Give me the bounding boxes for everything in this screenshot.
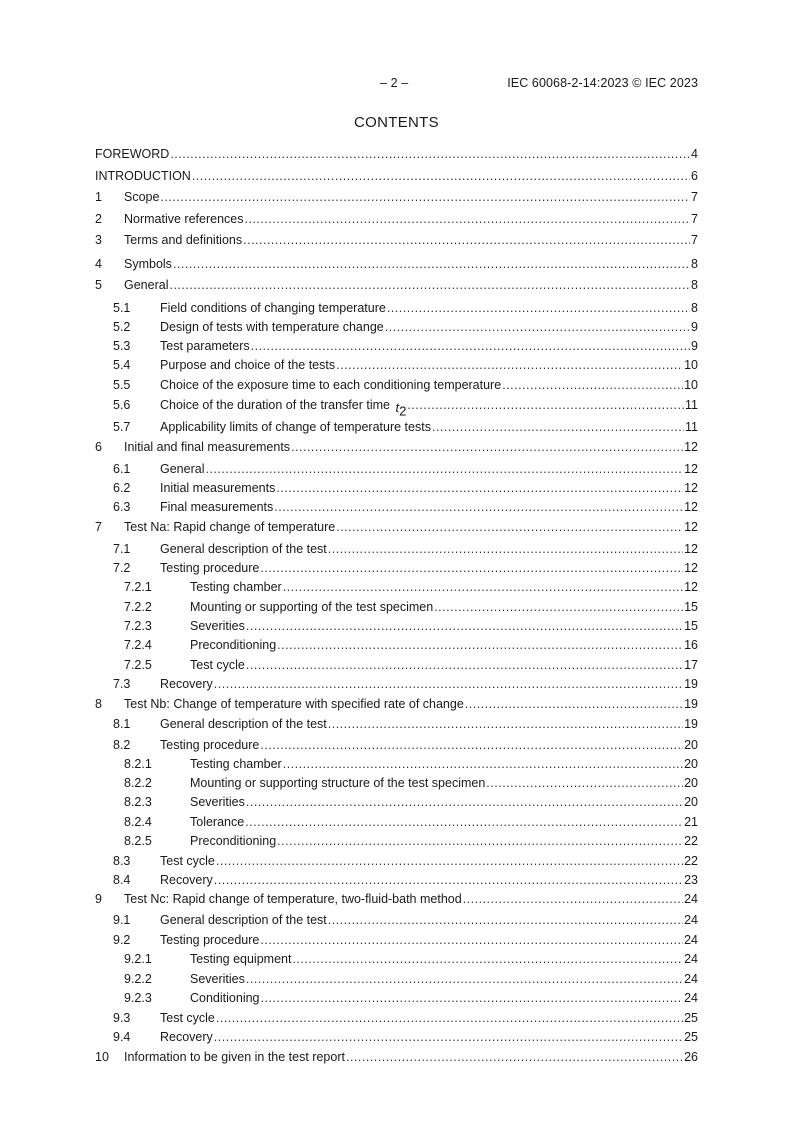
toc-entry-number: 8 <box>95 697 102 711</box>
toc-entry[interactable] <box>95 872 698 888</box>
toc-entry[interactable] <box>95 579 698 595</box>
toc-entry-number: 5.4 <box>113 358 131 372</box>
toc-entry[interactable] <box>95 300 698 316</box>
dot-leader <box>465 696 683 712</box>
toc-entry[interactable] <box>95 146 698 162</box>
toc-entry-page: 8 <box>691 301 698 315</box>
dot-leader <box>277 833 683 849</box>
toc-entry-title: Applicability limits of change of temperature tests <box>160 420 431 434</box>
toc-entry-page: 24 <box>684 952 698 966</box>
toc-entry-page: 12 <box>684 580 698 594</box>
toc-entry-title: General description of the test <box>160 913 327 927</box>
dot-leader <box>173 256 690 272</box>
toc-entry-page: 12 <box>684 462 698 476</box>
toc-entry[interactable] <box>95 439 698 455</box>
dot-leader <box>214 872 683 888</box>
toc-entry[interactable] <box>95 676 698 692</box>
toc-entry[interactable] <box>95 716 698 732</box>
dot-leader <box>214 676 683 692</box>
dot-leader <box>246 794 683 810</box>
toc-entry-number: 9.1 <box>113 913 131 927</box>
toc-entry-title: Testing chamber <box>190 580 282 594</box>
dot-leader <box>260 737 683 753</box>
dot-leader <box>328 716 683 732</box>
transfer-time-symbol: $t_2$ <box>395 400 407 419</box>
toc-entry[interactable] <box>95 657 698 673</box>
toc-entry[interactable] <box>95 319 698 335</box>
dot-leader <box>192 168 690 184</box>
toc-entry-page: 22 <box>684 854 698 868</box>
toc-entry-number: 10 <box>95 1050 109 1064</box>
toc-entry-number: 5.3 <box>113 339 131 353</box>
toc-entry[interactable] <box>95 560 698 576</box>
toc-entry-title: Testing procedure <box>160 738 260 752</box>
toc-entry-number: 6.1 <box>113 462 131 476</box>
toc-entry-page: 11 <box>685 420 698 434</box>
toc-entry-number: 9.2.3 <box>124 991 152 1005</box>
toc-entry-page: 9 <box>691 320 698 334</box>
toc-entry-title: Scope <box>124 190 160 204</box>
toc-entry-title: Recovery <box>160 873 213 887</box>
toc-entry-page: 23 <box>684 873 698 887</box>
toc-entry-number: 4 <box>95 257 102 271</box>
toc-entry-number: 8.4 <box>113 873 131 887</box>
dot-leader <box>346 1049 683 1065</box>
toc-entry-page: 4 <box>691 147 698 161</box>
toc-entry-number: 9.2.2 <box>124 972 152 986</box>
toc-entry-page: 9 <box>691 339 698 353</box>
dot-leader <box>276 480 683 496</box>
toc-entry-number: 9.3 <box>113 1011 131 1025</box>
toc-entry-title: Initial and final measurements <box>124 440 291 454</box>
toc-entry-number: 8.1 <box>113 717 131 731</box>
toc-entry-page: 26 <box>684 1050 698 1064</box>
dot-leader <box>261 990 684 1006</box>
dot-leader <box>336 519 683 535</box>
toc-entry-page: 10 <box>684 378 698 392</box>
toc-entry-page: 20 <box>684 795 698 809</box>
toc-entry[interactable] <box>95 168 698 184</box>
dot-leader <box>336 357 683 373</box>
dot-leader <box>328 912 683 928</box>
toc-entry-page: 12 <box>684 440 698 454</box>
toc-entry[interactable] <box>95 419 698 435</box>
toc-entry-number: 5 <box>95 278 102 292</box>
toc-entry-title: Field conditions of changing temperature <box>160 301 386 315</box>
toc-entry-title: Testing chamber <box>190 757 282 771</box>
toc-entry-page: 11 <box>685 398 698 412</box>
toc-entry-title: Severities <box>190 795 245 809</box>
toc-entry-number: 8.2.5 <box>124 834 152 848</box>
dot-leader <box>169 277 690 293</box>
toc-entry[interactable] <box>95 1010 698 1026</box>
dot-leader <box>243 232 690 248</box>
toc-entry-number: 5.2 <box>113 320 131 334</box>
toc-entry-page: 24 <box>684 991 698 1005</box>
toc-entry-title: Severities <box>190 619 245 633</box>
dot-leader <box>251 338 690 354</box>
toc-entry-page: 7 <box>691 212 698 226</box>
dot-leader <box>170 146 690 162</box>
toc-entry-number: 5.5 <box>113 378 131 392</box>
toc-entry[interactable] <box>95 211 698 227</box>
toc-entry[interactable] <box>95 951 698 967</box>
toc-entry-page: 12 <box>684 520 698 534</box>
toc-entry-page: 7 <box>691 190 698 204</box>
toc-entry-number: 7.2.2 <box>124 600 152 614</box>
toc-entry[interactable] <box>95 853 698 869</box>
toc-entry-title: Mounting or supporting structure of the test specimen <box>190 776 486 790</box>
toc-entry-number: 8.2.4 <box>124 815 152 829</box>
toc-entry[interactable] <box>95 756 698 772</box>
toc-entry[interactable] <box>95 737 698 753</box>
toc-entry-page: 15 <box>684 619 698 633</box>
toc-entry[interactable] <box>95 637 698 653</box>
toc-entry[interactable] <box>95 891 698 907</box>
toc-entry-number: 1 <box>95 190 102 204</box>
toc-entry-title: Conditioning <box>190 991 260 1005</box>
toc-entry[interactable] <box>95 618 698 634</box>
toc-entry-page: 25 <box>684 1011 698 1025</box>
toc-entry-page: 20 <box>684 757 698 771</box>
toc-entry-number: 5.7 <box>113 420 131 434</box>
toc-entry-page: 24 <box>684 972 698 986</box>
toc-entry-title: Mounting or supporting of the test specimen <box>190 600 434 614</box>
toc-entry-title: Test parameters <box>160 339 250 353</box>
toc-entry-title: Preconditioning <box>190 834 277 848</box>
toc-entry-page: 12 <box>684 542 698 556</box>
toc-entry-page: 22 <box>684 834 698 848</box>
toc-entry-number: 7.2 <box>113 561 131 575</box>
toc-entry-page: 12 <box>684 481 698 495</box>
toc-entry-title: Recovery <box>160 677 213 691</box>
toc-entry-title: Test cycle <box>190 658 245 672</box>
toc-entry-number: 7.3 <box>113 677 131 691</box>
dot-leader <box>245 211 691 227</box>
toc-entry[interactable] <box>95 599 698 615</box>
toc-entry[interactable] <box>95 814 698 830</box>
dot-leader <box>246 657 683 673</box>
toc-entry-title: Choice of the exposure time to each conditioning temperature <box>160 378 502 392</box>
toc-entry[interactable] <box>95 480 698 496</box>
toc-entry-number: 5.6 <box>113 398 131 412</box>
toc-entry-number: 8.2.2 <box>124 776 152 790</box>
toc-entry-number: 7.1 <box>113 542 131 556</box>
toc-entry[interactable] <box>95 1049 698 1065</box>
toc-entry-title: Tolerance <box>190 815 245 829</box>
toc-entry-title: Testing equipment <box>190 952 292 966</box>
toc-entry-title: General description of the test <box>160 542 327 556</box>
toc-entry[interactable] <box>95 338 698 354</box>
toc-entry-number: 9 <box>95 892 102 906</box>
toc-entry[interactable] <box>95 932 698 948</box>
toc-entry[interactable] <box>95 541 698 557</box>
toc-entry-title: Severities <box>190 972 245 986</box>
toc-entry[interactable] <box>95 519 698 535</box>
toc-entry[interactable] <box>95 971 698 987</box>
toc-entry-page: 7 <box>691 233 698 247</box>
toc-entry-title: Symbols <box>124 257 172 271</box>
toc-entry-number: 7 <box>95 520 102 534</box>
dot-leader <box>387 300 690 316</box>
toc-entry[interactable] <box>95 775 698 791</box>
dot-leader <box>328 541 683 557</box>
toc-entry-number: 9.4 <box>113 1030 131 1044</box>
toc-entry[interactable] <box>95 990 698 1006</box>
toc-entry-number: 7.2.3 <box>124 619 152 633</box>
toc-entry-page: 19 <box>684 717 698 731</box>
toc-entry[interactable] <box>95 232 698 248</box>
dot-leader <box>214 1029 683 1045</box>
dot-leader <box>160 189 690 205</box>
toc-entry-number: 2 <box>95 212 102 226</box>
toc-entry[interactable] <box>95 189 698 205</box>
toc-entry[interactable] <box>95 461 698 477</box>
toc-entry-number: 8.2.1 <box>124 757 152 771</box>
dot-leader <box>432 419 684 435</box>
toc-entry-title: Test Na: Rapid change of temperature <box>124 520 336 534</box>
dot-leader <box>274 499 683 515</box>
toc-entry-title: Design of tests with temperature change <box>160 320 384 334</box>
toc-entry-title: Testing procedure <box>160 933 260 947</box>
toc-entry-title: Normative references <box>124 212 244 226</box>
page-number: – 2 – <box>380 76 409 90</box>
toc-entry[interactable] <box>95 377 698 393</box>
toc-entry[interactable] <box>95 912 698 928</box>
toc-entry-title: Test cycle <box>160 854 215 868</box>
toc-entry-page: 24 <box>684 913 698 927</box>
toc-entry-title: Recovery <box>160 1030 213 1044</box>
toc-entry-title: Purpose and choice of the tests <box>160 358 336 372</box>
dot-leader <box>502 377 683 393</box>
toc-entry-title: Test Nc: Rapid change of temperature, two-fluid-bath method <box>124 892 462 906</box>
contents-title: CONTENTS <box>354 114 439 131</box>
toc-entry-page: 24 <box>684 892 698 906</box>
toc-entry-page: 6 <box>691 169 698 183</box>
toc-entry[interactable] <box>95 696 698 712</box>
toc-entry-page: 17 <box>684 658 698 672</box>
toc-entry-page: 19 <box>684 697 698 711</box>
toc-entry-title: Test cycle <box>160 1011 215 1025</box>
toc-entry-page: 21 <box>684 815 698 829</box>
toc-entry[interactable] <box>95 1029 698 1045</box>
dot-leader <box>283 579 683 595</box>
toc-entry-number: 3 <box>95 233 102 247</box>
toc-entry-page: 25 <box>684 1030 698 1044</box>
dot-leader <box>277 637 683 653</box>
dot-leader <box>486 775 683 791</box>
dot-leader <box>292 951 683 967</box>
toc-entry-number: 6.2 <box>113 481 131 495</box>
toc-entry-page: 16 <box>684 638 698 652</box>
dot-leader <box>246 618 683 634</box>
dot-leader <box>407 397 684 413</box>
dot-leader <box>205 461 683 477</box>
document-id: IEC 60068-2-14:2023 © IEC 2023 <box>507 76 698 90</box>
toc-entry-number: 8.2 <box>113 738 131 752</box>
toc-entry-number: 8.2.3 <box>124 795 152 809</box>
toc-entry-number: 6 <box>95 440 102 454</box>
toc-entry-title: General <box>124 278 169 292</box>
toc-entry[interactable] <box>95 794 698 810</box>
toc-entry-page: 12 <box>684 561 698 575</box>
toc-entry-number: 8.3 <box>113 854 131 868</box>
toc-entry-title: FOREWORD <box>95 147 170 161</box>
toc-entry-number: 6.3 <box>113 500 131 514</box>
toc-entry-title: Initial measurements <box>160 481 276 495</box>
dot-leader <box>385 319 690 335</box>
toc-entry-title: Choice of the duration of the transfer time <box>160 398 394 412</box>
toc-entry-title: Terms and definitions <box>124 233 243 247</box>
toc-entry-page: 24 <box>684 933 698 947</box>
toc-entry-title: Final measurements <box>160 500 274 514</box>
toc-entry-title: Test Nb: Change of temperature with specified rate of change <box>124 697 464 711</box>
toc-entry[interactable] <box>95 357 698 373</box>
toc-entry[interactable] <box>95 833 698 849</box>
dot-leader <box>216 853 683 869</box>
toc-entry[interactable] <box>95 256 698 272</box>
toc-entry-page: 10 <box>684 358 698 372</box>
dot-leader <box>463 891 683 907</box>
toc-entry-number: 7.2.5 <box>124 658 152 672</box>
toc-entry-title: Preconditioning <box>190 638 277 652</box>
toc-entry-number: 5.1 <box>113 301 131 315</box>
dot-leader <box>434 599 683 615</box>
dot-leader <box>245 814 683 830</box>
dot-leader <box>283 756 683 772</box>
dot-leader <box>246 971 683 987</box>
toc-entry-page: 8 <box>691 257 698 271</box>
dot-leader <box>260 932 683 948</box>
toc-entry-page: 20 <box>684 738 698 752</box>
toc-entry[interactable] <box>95 397 698 419</box>
toc-entry-page: 12 <box>684 500 698 514</box>
toc-entry-title: General <box>160 462 205 476</box>
toc-entry[interactable] <box>95 499 698 515</box>
toc-entry-number: 9.2 <box>113 933 131 947</box>
dot-leader <box>291 439 683 455</box>
toc-entry[interactable] <box>95 277 698 293</box>
toc-entry-title: General description of the test <box>160 717 327 731</box>
toc-entry-number: 7.2.1 <box>124 580 152 594</box>
toc-entry-page: 19 <box>684 677 698 691</box>
toc-entry-title: Testing procedure <box>160 561 260 575</box>
toc-entry-page: 8 <box>691 278 698 292</box>
toc-entry-number: 9.2.1 <box>124 952 152 966</box>
dot-leader <box>260 560 683 576</box>
toc-entry-page: 15 <box>684 600 698 614</box>
toc-entry-page: 20 <box>684 776 698 790</box>
dot-leader <box>216 1010 683 1026</box>
toc-entry-title: INTRODUCTION <box>95 169 191 183</box>
toc-entry-number: 7.2.4 <box>124 638 152 652</box>
toc-entry-title: Information to be given in the test report <box>124 1050 345 1064</box>
